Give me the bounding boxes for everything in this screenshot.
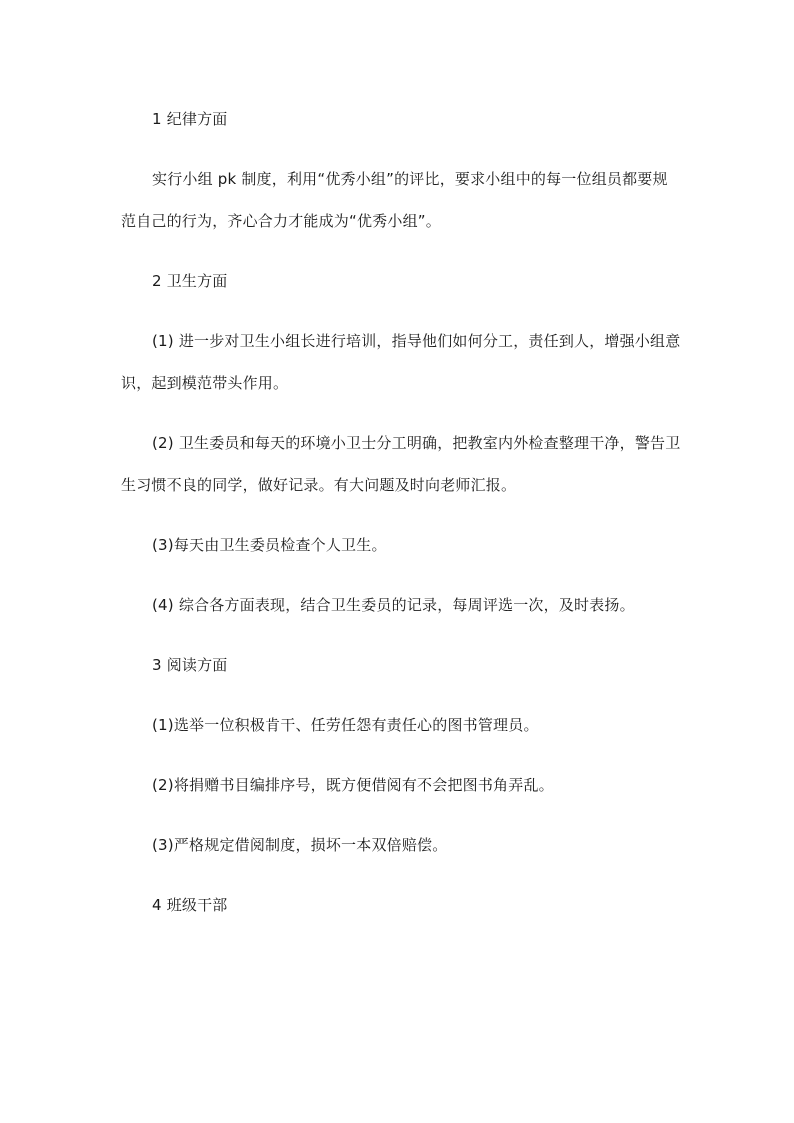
paragraph-gap <box>121 404 681 422</box>
document-body <box>121 98 681 926</box>
paragraph-gap <box>121 302 681 320</box>
list-item-hygiene-2: (2) 卫生委员和每天的环境小卫士分工明确，把教室内外检查整理干净，警告卫生习惯不良的同学，做好记录。有大问题及时向老师汇报。 <box>121 434 681 494</box>
paragraph-gap <box>121 806 681 824</box>
list-item-reading-2: (2)将捐赠书目编排序号，既方便借阅有不会把图书角弄乱。 <box>152 776 554 794</box>
paragraph-discipline: 实行小组 pk 制度，利用“优秀小组”的评比，要求小组中的每一位组员都要规范自己的行为，齐心合力才能成为“优秀小组”。 <box>121 170 668 230</box>
section-heading-discipline: 1 纪律方面 <box>152 110 228 128</box>
paragraph-gap <box>121 866 681 884</box>
paragraph-gap <box>121 686 681 704</box>
section-heading-cadre: 4 班级干部 <box>152 896 228 914</box>
section-heading-reading: 3 阅读方面 <box>152 656 228 674</box>
paragraph-gap <box>121 626 681 644</box>
paragraph-gap <box>121 746 681 764</box>
list-item-hygiene-4: (4) 综合各方面表现，结合卫生委员的记录，每周评选一次，及时表扬。 <box>152 596 635 614</box>
paragraph-gap <box>121 506 681 524</box>
list-item-reading-1: (1)选举一位积极肯干、任劳任怨有责任心的图书管理员。 <box>152 716 539 734</box>
list-item-hygiene-1: (1) 进一步对卫生小组长进行培训，指导他们如何分工，责任到人，增强小组意识，起到模范带头作用。 <box>121 332 681 392</box>
paragraph-gap <box>121 242 681 260</box>
section-heading-hygiene: 2 卫生方面 <box>152 272 228 290</box>
list-item-hygiene-3: (3)每天由卫生委员检查个人卫生。 <box>152 536 387 554</box>
paragraph-gap <box>121 566 681 584</box>
paragraph-gap <box>121 140 681 158</box>
list-item-reading-3: (3)严格规定借阅制度，损坏一本双倍赔偿。 <box>152 836 448 854</box>
